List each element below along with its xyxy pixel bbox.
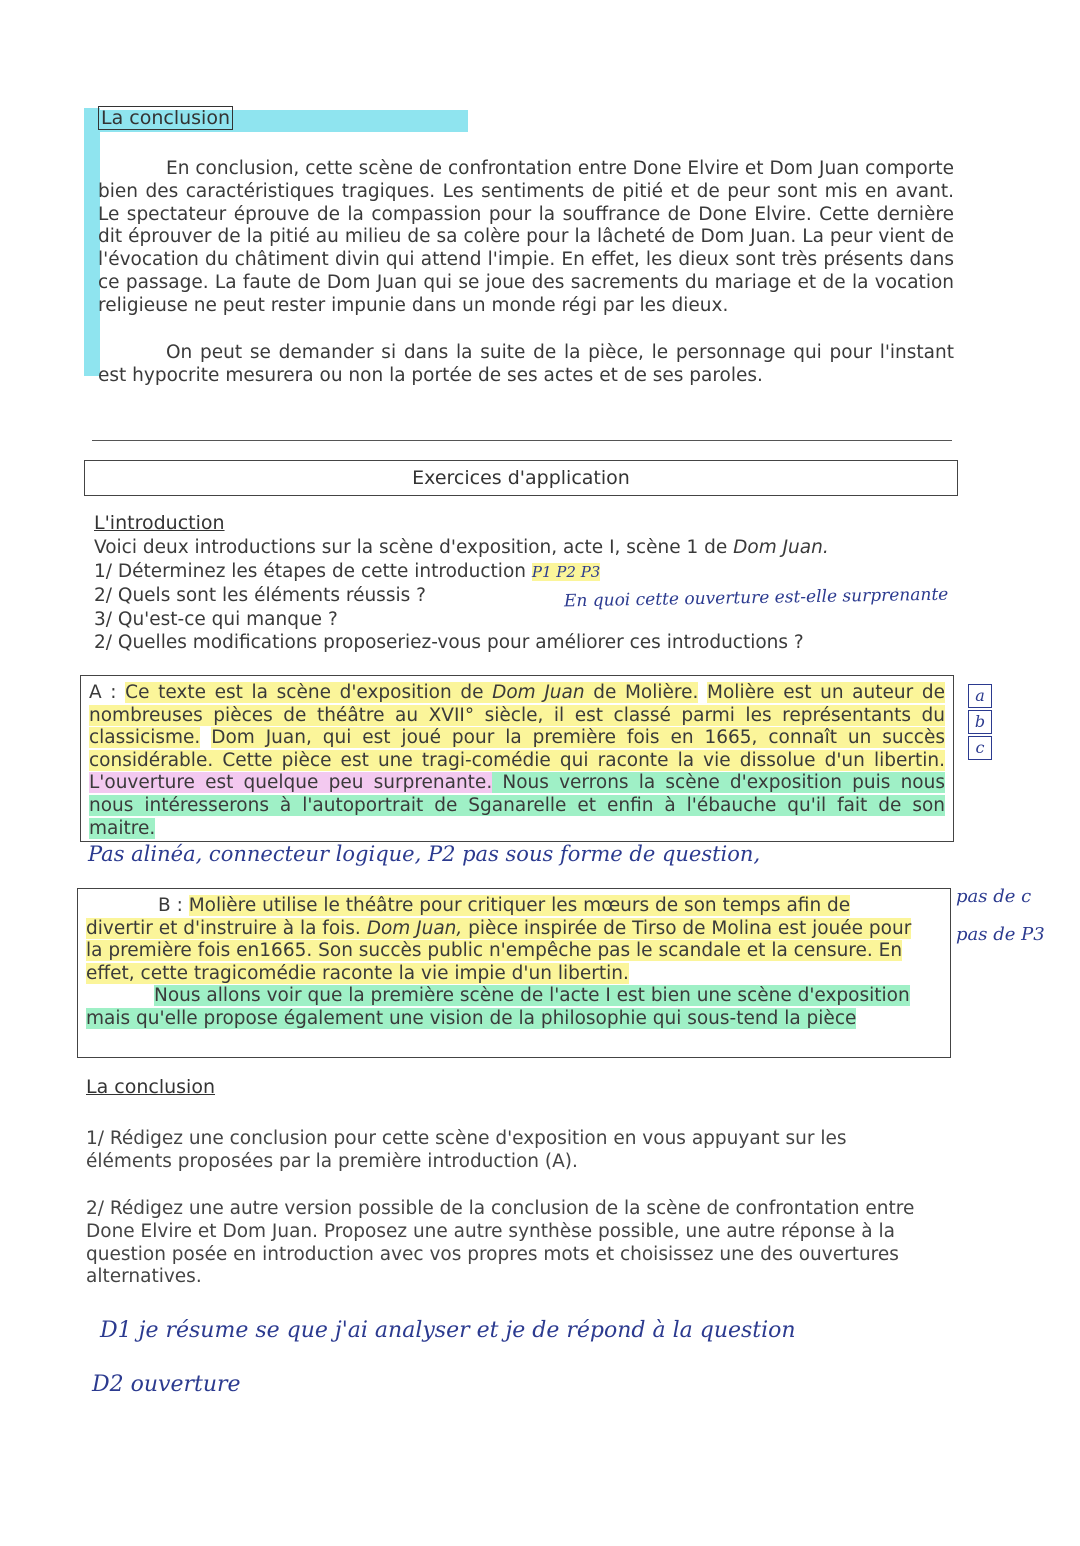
introduction-heading: L'introduction <box>94 512 225 534</box>
margin-mark-a: a <box>968 684 992 708</box>
introduction-b-box <box>77 888 951 1058</box>
introduction-b-text: B : Molière utilise le théâtre pour critiquer les mœurs de son temps afin de divertir et d'instruire à la fois. Dom Juan, pièce inspirée de Tirso de Molina est jouée pour la première fois en1665. Son succès public n'empêche pas le scandale et la censure. En effet, cette tragicomédie raconte la vie impie d'un libertin. Nous allons voir que la première scène de l'acte I est bien une scène d'exposition mais qu'elle propose également une vision de la philosophie qui sous-tend la pièce <box>86 895 912 1029</box>
conclusion-exercise-heading: La conclusion <box>86 1076 215 1098</box>
introduction-a-box <box>80 675 954 842</box>
instruction-q4: 2/ Quelles modifications proposeriez-vous pour améliorer ces introductions ? <box>94 632 804 653</box>
conclusion-paragraph-1: En conclusion, cette scène de confrontation entre Done Elvire et Dom Juan comporte bien des caractéristiques tragiques. Les sentiments de pitié et de peur sont mis en avant. Le spectateur éprouve de la compassion pour la souffrance de Done Elvire. Cette dernière dit éprouver de la pitié au milieu de sa colère pour la lâcheté de Dom Juan. La peur vient de l'évocation du châtiment divin qui attend l'impie. En effet, les dieux sont très présents dans ce passage. La faute de Dom Juan qui se joue des sacrements du mariage et de la vocation religieuse ne peut rester impunie dans un monde régi par les dieux. <box>98 158 954 316</box>
instruction-q2: 2/ Quels sont les éléments réussis ? <box>94 585 426 606</box>
exercises-heading: Exercices d'application <box>84 460 958 496</box>
handwritten-note-a: Pas alinéa, connecteur logique, P2 pas sous forme de question, <box>88 842 761 866</box>
instruction-q3: 3/ Qu'est-ce qui manque ? <box>94 608 338 630</box>
handwritten-answer-2: D2 ouverture <box>92 1372 241 1397</box>
margin-mark-b: b <box>968 710 992 734</box>
instruction-q1: 1/ Déterminez les étapes de cette introduction P1 P2 P3 <box>94 560 601 582</box>
margin-mark-c: c <box>968 736 992 760</box>
conclusion-question-1: 1/ Rédigez une conclusion pour cette scène d'exposition en vous appuyant sur les éléments proposées par la première introduction (A). <box>86 1128 847 1172</box>
conclusion-paragraph-2: On peut se demander si dans la suite de la pièce, le personnage qui pour l'instant est hypocrite mesurera ou non la portée de ses actes et de ses paroles. <box>98 342 954 386</box>
handwritten-surprise-question: En quoi cette ouverture est-elle surprenante <box>563 584 949 612</box>
conclusion-question-2: 2/ Rédigez une autre version possible de la conclusion de la scène de confrontation entre Done Elvire et Dom Juan. Proposez une autre synthèse possible, une autre réponse à la question posée en introduction avec vos propres mots et choisissez une des ouvertures alternatives. <box>86 1198 915 1288</box>
introduction-a-text: A : Ce texte est la scène d'exposition de Dom Juan de Molière. Molière est un auteur de nombreuses pièces de théâtre au XVII° siècle, il est classé parmi les représentants du classicisme. Dom Juan, qui est joué pour la première fois en 1665, connaît un succès considérable. Cette pièce est une tragi-comédie qui raconte la vie dissolue d'un libertin. L'ouverture est quelque peu surprenante. Nous verrons la scène d'exposition puis nous nous intéresserons à l'autoportrait de Sganarelle et enfin à l'ébauche qu'il fait de son maitre. <box>89 682 945 839</box>
section-divider <box>92 440 952 441</box>
conclusion-heading: La conclusion <box>98 106 233 130</box>
handwritten-margin-note-1: pas de c <box>956 886 1032 907</box>
handwritten-steps: P1 P2 P3 <box>531 562 601 581</box>
handwritten-answer-1: D1 je résume se que j'ai analyser et je de répond à la question <box>100 1318 796 1343</box>
handwritten-margin-note-2: pas de P3 <box>956 924 1045 945</box>
instruction-lead: Voici deux introductions sur la scène d'exposition, acte I, scène 1 de Dom Juan. <box>94 537 829 558</box>
